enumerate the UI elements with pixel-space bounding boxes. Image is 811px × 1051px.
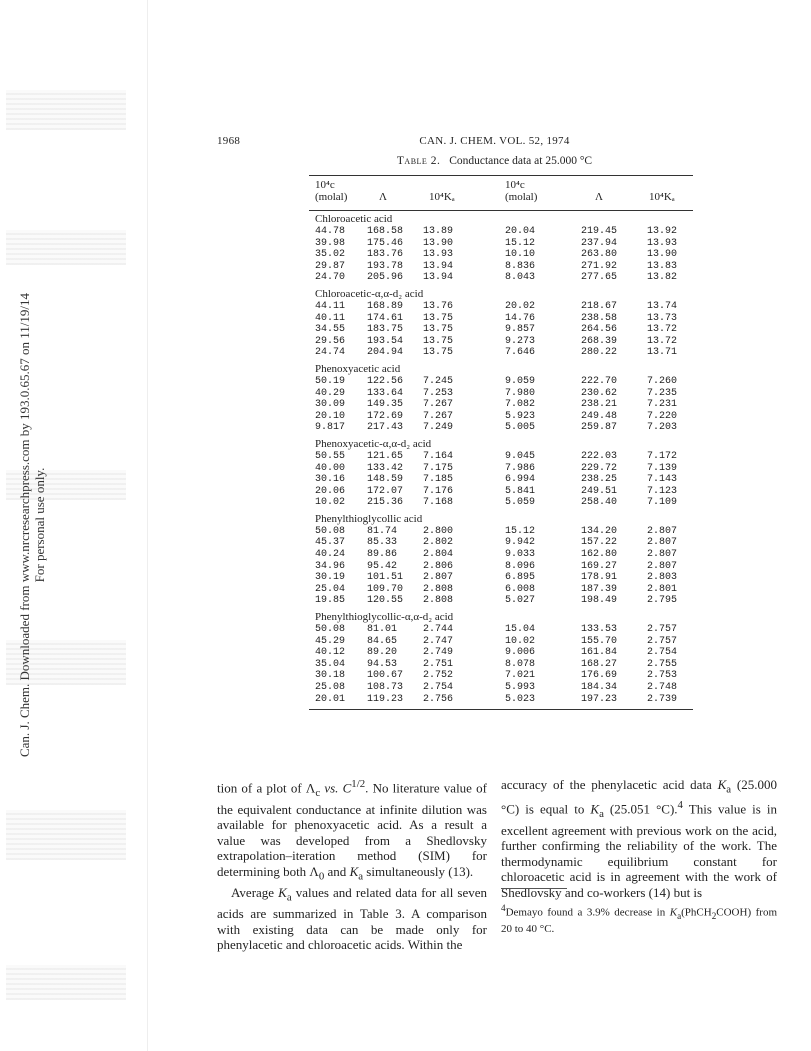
table-cell: 6.994: [505, 474, 536, 486]
table-cell: 7.980: [505, 387, 536, 399]
table-cell: 50.08: [315, 624, 346, 636]
table-cell: 162.80: [581, 549, 618, 561]
table-cell: 13.83: [647, 260, 678, 272]
table-cell: 168.58: [367, 226, 404, 237]
table-cell: 229.72: [581, 462, 618, 474]
body-column-right: [501, 777, 777, 901]
table-cell: 205.96: [367, 272, 404, 284]
body-column-left: [217, 777, 487, 953]
table-cell: 40.24: [315, 549, 346, 561]
table-cell: 2.807: [423, 572, 454, 584]
margin-line: [147, 0, 148, 1051]
paragraph: Average $K_a$ values and related data for all seven acids are summarized in Table 3. A comparison with existing data can be made only for phenylacetic and chloroacetic acids. Within the: [217, 885, 488, 953]
table-cell: 40.00: [315, 462, 346, 474]
table-cell: 13.93: [647, 237, 678, 249]
table-row: [309, 659, 693, 671]
table-cell: 175.46: [367, 237, 404, 249]
table-row: [309, 670, 693, 682]
table-cell: 7.646: [505, 347, 536, 359]
table-cell: 2.795: [647, 595, 678, 607]
table-cell: 122.56: [367, 375, 404, 387]
table-cell: 119.23: [367, 693, 404, 705]
table-cell: 20.06: [315, 485, 346, 497]
table-cell: 168.27: [581, 658, 618, 670]
table-cell: 2.801: [647, 583, 678, 595]
section-title: Phenoxyacetic-α,α-d₂ acid: [315, 437, 432, 450]
table-cell: 7.123: [647, 485, 678, 497]
table-row: [309, 249, 693, 261]
table-cell: 8.078: [505, 658, 536, 670]
table-cell: 2.807: [647, 549, 678, 561]
table-cell: 84.65: [367, 635, 398, 647]
table-cell: 7.143: [647, 474, 678, 486]
table-row: [309, 682, 693, 694]
table-cell: 148.59: [367, 474, 404, 486]
table-cell: 215.36: [367, 497, 404, 509]
table-cell: 2.755: [647, 658, 678, 670]
table-row: [309, 595, 693, 607]
table-cell: 169.27: [581, 560, 618, 572]
table-cell: 7.253: [423, 387, 454, 399]
table-cell: 134.20: [581, 525, 618, 537]
col-header-lambda-2: Λ: [595, 191, 603, 203]
table-cell: 8.043: [505, 272, 536, 284]
table-cell: 271.92: [581, 260, 618, 272]
table-cell: 5.993: [505, 682, 536, 693]
table-cell: 198.49: [581, 595, 618, 607]
table-cell: 24.70: [315, 272, 346, 284]
table-header-row: [309, 176, 693, 211]
table-cell: 29.87: [315, 260, 346, 272]
table-cell: 44.11: [315, 300, 346, 312]
table-cell: 133.53: [581, 624, 618, 636]
download-notice-line2: For personal use only.: [32, 467, 47, 583]
table-title: Conductance data at 25.000 °C: [449, 155, 593, 167]
table-row: [309, 647, 693, 659]
table-cell: 6.895: [505, 572, 536, 584]
table-row: [309, 572, 693, 584]
table-cell: 50.19: [315, 375, 346, 387]
col-header-lambda-1: Λ: [379, 191, 387, 203]
conductance-table: [309, 175, 693, 710]
table-row: [309, 324, 693, 336]
table-cell: 2.756: [423, 693, 454, 705]
table-cell: 155.70: [581, 635, 618, 647]
table-cell: 217.43: [367, 422, 404, 434]
table-cell: 121.65: [367, 450, 404, 462]
table-cell: 13.73: [647, 312, 678, 324]
table-row: [309, 226, 693, 238]
table-cell: 204.94: [367, 347, 404, 359]
table-row: [309, 537, 693, 549]
table-cell: 268.39: [581, 335, 618, 347]
table-cell: 13.75: [423, 324, 454, 336]
table-cell: 13.75: [423, 335, 454, 347]
table-cell: 15.12: [505, 525, 536, 537]
table-cell: 2.807: [647, 537, 678, 549]
table-cell: 280.22: [581, 347, 618, 359]
section-title: Phenoxyacetic acid: [315, 362, 401, 375]
col-header-conc-2: 10⁴c (molal): [505, 179, 538, 203]
table-cell: 101.51: [367, 572, 404, 584]
table-cell: 197.23: [581, 693, 618, 705]
table-cell: 2.757: [647, 635, 678, 647]
table-cell: 2.754: [647, 647, 678, 659]
footnote: $^4$Demayo found a 3.9% decrease in $K_a(PhCH_2COOH)$ from 20 to 40 °C.: [501, 903, 777, 935]
table-row: [309, 422, 693, 434]
table-row: [309, 463, 693, 475]
table-cell: 7.220: [647, 410, 678, 422]
table-row: [309, 347, 693, 359]
table-cell: 7.168: [423, 497, 454, 509]
table-cell: 30.19: [315, 572, 346, 584]
table-cell: 9.033: [505, 549, 536, 561]
paragraph: tion of a plot of $\Lambda_c$ vs. $C^{1/2}$. No literature value of the equivalent conductance at infinite dilution was available for phenoxyacetic acid. As a result a value was developed from a Shedlovsky extrapolation–iteration method (SIM) for determining both $\Lambda_0$ and $K_a$ simultaneously (13).: [217, 778, 487, 883]
table-row: [309, 238, 693, 250]
table-cell: 30.18: [315, 670, 346, 682]
col-header-ka-2: 10⁴Kₐ: [649, 191, 675, 203]
col-header-conc-1: 10⁴c (molal): [315, 179, 348, 203]
table-cell: 89.20: [367, 647, 398, 659]
table-cell: 2.752: [423, 670, 454, 682]
table-row: [309, 694, 693, 706]
table-cell: 222.70: [581, 375, 618, 387]
table-cell: 13.89: [423, 226, 454, 237]
section-title: Chloroacetic-α,α-d₂ acid: [315, 287, 424, 300]
table-cell: 183.76: [367, 249, 404, 261]
table-cell: 238.25: [581, 474, 618, 486]
table-cell: 2.808: [423, 595, 454, 607]
table-cell: 184.34: [581, 682, 618, 693]
table-cell: 7.267: [423, 399, 454, 411]
table-cell: 7.185: [423, 474, 454, 486]
table-cell: 7.082: [505, 399, 536, 411]
table-cell: 9.857: [505, 324, 536, 336]
table-cell: 249.51: [581, 485, 618, 497]
table-cell: 264.56: [581, 324, 618, 336]
table-cell: 95.42: [367, 560, 398, 572]
table-cell: 7.139: [647, 462, 678, 474]
table-cell: 187.39: [581, 583, 618, 595]
table-cell: 13.94: [423, 272, 454, 284]
table-cell: 5.059: [505, 497, 536, 509]
table-cell: 35.04: [315, 658, 346, 670]
table-cell: 2.749: [423, 647, 454, 659]
table-cell: 7.109: [647, 497, 678, 509]
table-cell: 2.800: [423, 525, 454, 537]
col-header-ka-1: 10⁴Kₐ: [429, 191, 455, 203]
table-cell: 7.231: [647, 399, 678, 411]
table-cell: 237.94: [581, 237, 618, 249]
table-cell: 81.01: [367, 624, 398, 636]
table-cell: 230.62: [581, 387, 618, 399]
table-cell: 2.807: [647, 560, 678, 572]
table-cell: 7.249: [423, 422, 454, 434]
table-cell: 193.54: [367, 335, 404, 347]
table-cell: 176.69: [581, 670, 618, 682]
table-row: [309, 549, 693, 561]
table-cell: 50.55: [315, 450, 346, 462]
table-cell: 2.803: [647, 572, 678, 584]
table-cell: 7.175: [423, 462, 454, 474]
table-cell: 9.942: [505, 537, 536, 549]
scan-artifact: [6, 90, 126, 130]
table-cell: 15.12: [505, 237, 536, 249]
table-cell: 15.04: [505, 624, 536, 636]
table-cell: 108.73: [367, 682, 404, 693]
table-cell: 7.172: [647, 450, 678, 462]
table-cell: 238.21: [581, 399, 618, 411]
table-cell: 120.55: [367, 595, 404, 607]
table-cell: 7.260: [647, 375, 678, 387]
table-cell: 157.22: [581, 537, 618, 549]
table-row: [309, 399, 693, 411]
table-cell: 13.75: [423, 312, 454, 324]
table-cell: 193.78: [367, 260, 404, 272]
table-cell: 2.806: [423, 560, 454, 572]
table-row: [309, 584, 693, 596]
table-cell: 45.37: [315, 537, 346, 549]
table-cell: 2.751: [423, 658, 454, 670]
table-cell: 89.86: [367, 549, 398, 561]
table-cell: 85.33: [367, 537, 398, 549]
table-cell: 20.02: [505, 300, 536, 312]
table-cell: 13.90: [647, 249, 678, 261]
table-cell: 5.841: [505, 485, 536, 497]
table-row: [309, 301, 693, 313]
table-row: [309, 451, 693, 463]
table-cell: 263.80: [581, 249, 618, 261]
table-cell: 25.08: [315, 682, 346, 693]
section-title: Phenylthioglycollic acid: [315, 512, 423, 525]
table-row: [309, 313, 693, 325]
table-cell: 7.267: [423, 410, 454, 422]
table-cell: 13.75: [423, 347, 454, 359]
table-label: Table 2.: [396, 155, 441, 167]
table-cell: 2.807: [647, 525, 678, 537]
table-cell: 2.748: [647, 682, 678, 693]
table-cell: 258.40: [581, 497, 618, 509]
table-cell: 13.76: [423, 300, 454, 312]
table-row: [309, 272, 693, 284]
footnote-rule: [501, 888, 567, 889]
table-cell: 30.16: [315, 474, 346, 486]
table-row: [309, 411, 693, 423]
table-cell: 2.802: [423, 537, 454, 549]
table-cell: 2.808: [423, 583, 454, 595]
table-cell: 161.84: [581, 647, 618, 659]
table-row: [309, 486, 693, 498]
table-cell: 13.74: [647, 300, 678, 312]
table-cell: 259.87: [581, 422, 618, 434]
table-cell: 178.91: [581, 572, 618, 584]
table-cell: 13.94: [423, 260, 454, 272]
download-notice: [17, 217, 47, 833]
table-cell: 30.09: [315, 399, 346, 411]
table-body: [309, 213, 693, 705]
table-cell: 9.817: [315, 422, 346, 434]
table-cell: 13.92: [647, 226, 678, 237]
table-cell: 40.12: [315, 647, 346, 659]
table-cell: 133.64: [367, 387, 404, 399]
table-cell: 94.53: [367, 658, 398, 670]
table-cell: 5.027: [505, 595, 536, 607]
table-cell: 174.61: [367, 312, 404, 324]
table-cell: 7.021: [505, 670, 536, 682]
section-title: Chloroacetic acid: [315, 213, 393, 225]
table-cell: 7.164: [423, 450, 454, 462]
table-cell: 168.89: [367, 300, 404, 312]
table-cell: 13.82: [647, 272, 678, 284]
table-row: [309, 388, 693, 400]
table-cell: 10.02: [505, 635, 536, 647]
table-cell: 20.01: [315, 693, 346, 705]
table-cell: 44.78: [315, 226, 346, 237]
page-number: 1968: [217, 135, 241, 147]
table-cell: 13.93: [423, 249, 454, 261]
table-bottom-padding: [309, 705, 693, 709]
table-cell: 10.10: [505, 249, 536, 261]
table-cell: 8.836: [505, 260, 536, 272]
table-cell: 40.29: [315, 387, 346, 399]
table-cell: 25.04: [315, 583, 346, 595]
table-cell: 20.04: [505, 226, 536, 237]
table-cell: 13.90: [423, 237, 454, 249]
table-cell: 20.10: [315, 410, 346, 422]
table-cell: 172.69: [367, 410, 404, 422]
table-cell: 218.67: [581, 300, 618, 312]
table-cell: 149.35: [367, 399, 404, 411]
table-cell: 24.74: [315, 347, 346, 359]
scan-artifact: [6, 965, 126, 1000]
table-cell: 133.42: [367, 462, 404, 474]
table-cell: 5.923: [505, 410, 536, 422]
table-cell: 7.986: [505, 462, 536, 474]
table-cell: 2.757: [647, 624, 678, 636]
table-cell: 13.72: [647, 335, 678, 347]
table-cell: 13.72: [647, 324, 678, 336]
table-row: [309, 497, 693, 509]
table-row: [309, 561, 693, 573]
table-cell: 277.65: [581, 272, 618, 284]
table-cell: 7.235: [647, 387, 678, 399]
table-cell: 109.70: [367, 583, 404, 595]
table-cell: 183.75: [367, 324, 404, 336]
table-cell: 9.045: [505, 450, 536, 462]
table-cell: 35.02: [315, 249, 346, 261]
table-cell: 10.02: [315, 497, 346, 509]
paragraph: accuracy of the phenylacetic acid data $K_a$ (25.000 °C) is equal to $K_a$ (25.051 °C).$^4$ This value is in excellent agreement with previous work on the acid, further confirming the reliability of the work. The thermodynamic equilibrium constant for chloroacetic acid is in agreement with the work of Shedlovsky and co-workers (14) but is: [501, 777, 778, 901]
table-cell: 249.48: [581, 410, 618, 422]
table-row: [309, 261, 693, 273]
table-cell: 34.55: [315, 324, 346, 336]
table-cell: 5.023: [505, 693, 536, 705]
table-row: [309, 636, 693, 648]
table-cell: 81.74: [367, 525, 398, 537]
table-cell: 7.245: [423, 375, 454, 387]
table-cell: 39.98: [315, 237, 346, 249]
section-title: Phenylthioglycollic-α,α-d₂ acid: [315, 611, 454, 624]
table-cell: 100.67: [367, 670, 404, 682]
table-cell: 2.804: [423, 549, 454, 561]
table-cell: 34.96: [315, 560, 346, 572]
download-notice-line1: Can. J. Chem. Downloaded from www.nrcresearchpress.com by 193.0.65.67 on 11/19/14: [17, 292, 32, 758]
table-row: [309, 474, 693, 486]
table-cell: 19.85: [315, 595, 346, 607]
table-cell: 222.03: [581, 450, 618, 462]
table-cell: 219.45: [581, 226, 618, 237]
table-row: [309, 336, 693, 348]
table-cell: 238.58: [581, 312, 618, 324]
table-caption: [217, 155, 772, 167]
table-cell: 7.203: [647, 422, 678, 434]
table-cell: 45.29: [315, 635, 346, 647]
table-cell: 9.273: [505, 335, 536, 347]
table-row: [309, 376, 693, 388]
journal-title: CAN. J. CHEM. VOL. 52, 1974: [419, 135, 570, 147]
table-cell: 2.747: [423, 635, 454, 647]
table-cell: 40.11: [315, 312, 346, 324]
table-cell: 7.176: [423, 485, 454, 497]
table-cell: 2.739: [647, 693, 678, 705]
table-row: [309, 526, 693, 538]
table-cell: 29.56: [315, 335, 346, 347]
table-cell: 2.753: [647, 670, 678, 682]
table-cell: 9.059: [505, 375, 536, 387]
table-cell: 172.07: [367, 485, 404, 497]
table-cell: 2.754: [423, 682, 454, 693]
table-cell: 8.096: [505, 560, 536, 572]
table-cell: 14.76: [505, 312, 536, 324]
table-row: [309, 624, 693, 636]
table-cell: 50.08: [315, 525, 346, 537]
table-cell: 2.744: [423, 624, 454, 636]
table-cell: 5.005: [505, 422, 536, 434]
table-cell: 6.008: [505, 583, 536, 595]
table-cell: 13.71: [647, 347, 678, 359]
table-cell: 9.006: [505, 647, 536, 659]
